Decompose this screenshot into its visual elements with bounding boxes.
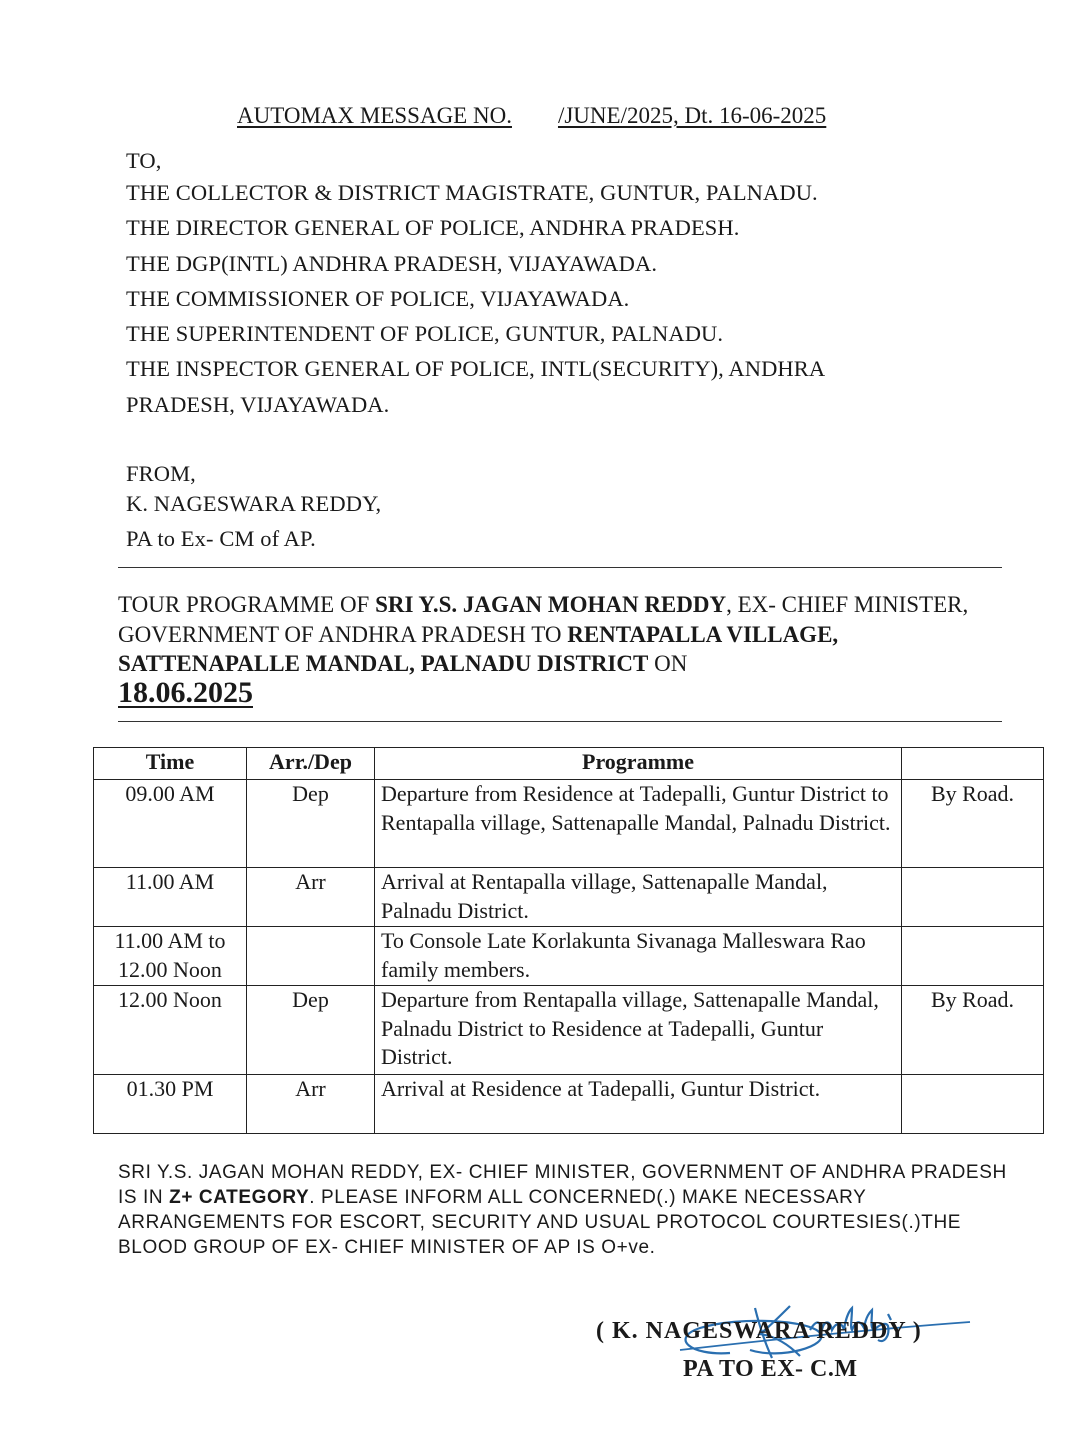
recipient-line: THE SUPERINTENDENT OF POLICE, GUNTUR, PALNADU. <box>126 321 724 346</box>
mode-cell: By Road. <box>902 986 1044 1075</box>
mode-cell: By Road. <box>902 780 1044 868</box>
table-row <box>94 986 1044 1075</box>
recipient-line: PRADESH, VIJAYAWADA. <box>126 392 390 417</box>
time-cell: 01.30 PM <box>94 1075 247 1134</box>
table-row <box>94 927 1044 986</box>
time-cell: 09.00 AM <box>94 780 247 868</box>
column-header-arr-dep: Arr./Dep <box>247 748 375 780</box>
recipient-line: THE DGP(INTL) ANDHRA PRADESH, VIJAYAWADA. <box>126 251 658 276</box>
arr-dep-cell: Dep <box>247 780 375 868</box>
column-header-time: Time <box>94 748 247 780</box>
message-number-label: AUTOMAX MESSAGE NO. <box>237 103 512 128</box>
programme-cell: To Console Late Korlakunta Sivanaga Malleswara Rao family members. <box>375 927 902 986</box>
recipient-line: THE INSPECTOR GENERAL OF POLICE, INTL(SECURITY), ANDHRA <box>126 356 826 381</box>
sender-designation: PA to Ex- CM of AP. <box>126 526 316 551</box>
arr-dep-cell: Arr <box>247 1075 375 1134</box>
subject-person: SRI Y.S. JAGAN MOHAN REDDY <box>375 592 727 617</box>
sender-name: K. NAGESWARA REDDY, <box>126 491 382 516</box>
divider <box>118 567 1002 568</box>
recipient-line: THE COMMISSIONER OF POLICE, VIJAYAWADA. <box>126 286 630 311</box>
time-cell: 11.00 AM <box>94 868 247 927</box>
table-row <box>94 780 1044 868</box>
divider <box>118 721 1002 722</box>
arr-dep-cell <box>247 927 375 986</box>
programme-cell: Departure from Residence at Tadepalli, Guntur District to Rentapalla village, Sattenapalle Mandal, Palnadu District. <box>375 780 902 868</box>
security-category: Z+ CATEGORY <box>169 1187 310 1208</box>
from-label: FROM, <box>126 461 196 486</box>
subject-destination: RENTAPALLA VILLAGE, SATTENAPALLE MANDAL, PALNADU DISTRICT <box>118 621 839 676</box>
signatory-title: PA TO EX- C.M <box>683 1356 858 1382</box>
table-row <box>94 868 1044 927</box>
programme-cell: Departure from Rentapalla village, Sattenapalle Mandal, Palnadu District to Residence at Tadepalli, Guntur District. <box>375 986 902 1075</box>
subject: TOUR PROGRAMME OF SRI Y.S. JAGAN MOHAN REDDY, EX- CHIEF MINISTER, GOVERNMENT OF ANDHRA PRADESH TO RENTAPALLA VILLAGE, SATTENAPALLE MANDAL, PALNADU DISTRICT ON <box>118 592 969 676</box>
recipient-line: THE COLLECTOR & DISTRICT MAGISTRATE, GUNTUR, PALNADU. <box>126 180 818 205</box>
table-header-row <box>94 748 1044 780</box>
column-header-programme: Programme <box>375 748 902 780</box>
mode-cell <box>902 868 1044 927</box>
arr-dep-cell: Dep <box>247 986 375 1075</box>
table-row <box>94 1075 1044 1134</box>
column-header-mode <box>902 748 1044 780</box>
mode-cell <box>902 927 1044 986</box>
programme-table <box>93 747 1044 1134</box>
time-cell: 12.00 Noon <box>94 986 247 1075</box>
time-cell: 11.00 AM to 12.00 Noon <box>94 927 247 986</box>
security-note: SRI Y.S. JAGAN MOHAN REDDY, EX- CHIEF MINISTER, GOVERNMENT OF ANDHRA PRADESH IS IN Z+ CATEGORY. PLEASE INFORM ALL CONCERNED(.) MAKE NECESSARY ARRANGEMENTS FOR ESCORT, SECURITY AND USUAL PROTOCOL COURTESIES(.)THE BLOOD GROUP OF EX- CHIEF MINISTER OF AP IS O+ve. <box>118 1162 1007 1258</box>
signatory-name: ( K. NAGESWARA REDDY ) <box>596 1318 922 1344</box>
tour-date: 18.06.2025 <box>118 676 253 709</box>
message-header <box>237 103 826 129</box>
to-label: TO, <box>126 148 162 173</box>
arr-dep-cell: Arr <box>247 868 375 927</box>
programme-cell: Arrival at Rentapalla village, Sattenapalle Mandal, Palnadu District. <box>375 868 902 927</box>
mode-cell <box>902 1075 1044 1134</box>
recipient-line: THE DIRECTOR GENERAL OF POLICE, ANDHRA PRADESH. <box>126 215 740 240</box>
message-date: /JUNE/2025, Dt. 16-06-2025 <box>557 103 827 128</box>
programme-cell: Arrival at Residence at Tadepalli, Guntur District. <box>375 1075 902 1134</box>
